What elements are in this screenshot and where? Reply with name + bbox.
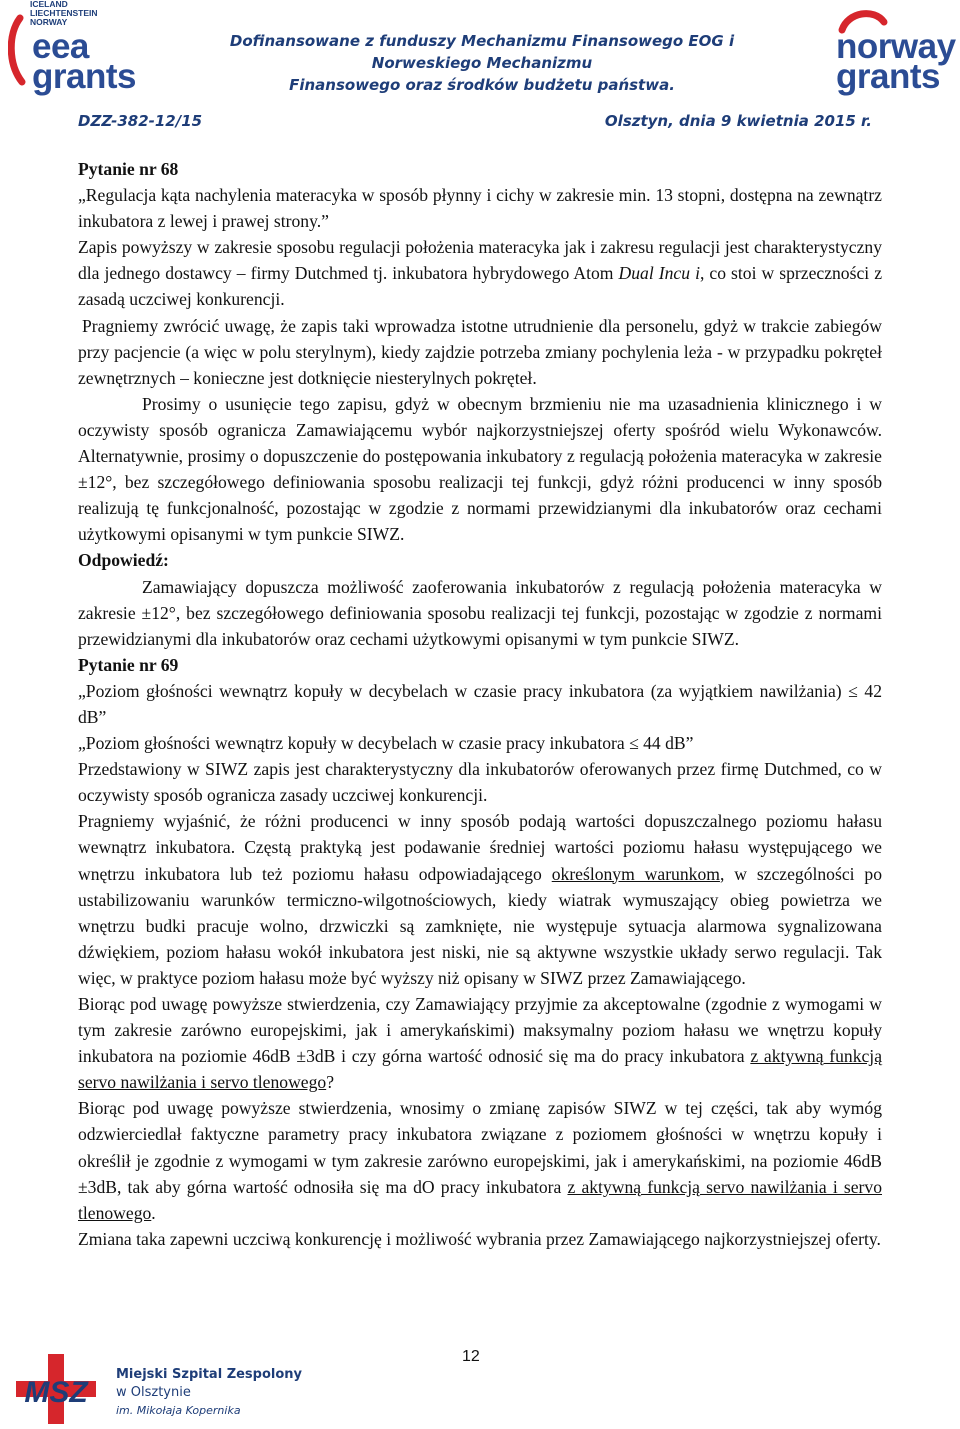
question-69-paragraph-3	[78, 991, 882, 1095]
eea-country-norway: NORWAY	[30, 17, 68, 27]
q69-p2-underlined: określonym warunkom	[551, 863, 720, 884]
norway-grants-word: grants	[836, 57, 940, 96]
question-69-paragraph-5: Zmiana taka zapewni uczciwą konkurencję i możliwość wybrania przez Zamawiającego najkorzystniejszej oferty.	[78, 1228, 881, 1249]
q69-p2-text: Pragniemy wyjaśnić, że różni producenci w inny sposób podają wartości dopuszczalnego poziomu hałasu wewnątrz inkubatora. Częstą praktyką jest podawanie średniej wartości poziomu hałasu występującego we wnętrzu inkubatora lub też poziomu hałasu odpowiadającego	[78, 811, 882, 884]
question-68-paragraph-3: Prosimy o usunięcie tego zapisu, gdyż w obecnym brzmieniu nie ma uzasadnienia klinicznego i w oczywisty sposób ogranicza Zamawiającemu wybór najkorzystniejszej oferty spośród wielu Wykonawców. Alternatywnie, prosimy o dopuszczenie do postępowania inkubatory z regulacją położenia materacyka w zakresie ±12°, bez szczegółowego definiowania sposobu realizacji tej funkcji, gdyż różni producenci w inny sposób realizują tę funkcjonalność, pozostając w zgodzie z normami przewidzianymi dla inkubatorów oraz cechami użytkowymi opisanymi w tym punkcie SIWZ.	[78, 393, 882, 545]
hospital-name-line-2: w Olsztynie	[116, 1385, 191, 1400]
hospital-name	[116, 1366, 302, 1420]
question-69-title: Pytanie nr 69	[78, 654, 179, 675]
question-69-paragraph-4	[78, 1095, 882, 1225]
q69-p3-underlined: z aktywną funkcją servo nawilżania i servo tlenowego	[78, 1046, 882, 1093]
document-body	[78, 156, 882, 1252]
q69-p2-text-end: , w szczególności po ustabilizowaniu warunków termiczno-wilgotnościowych, kiedy wiatrak wymuszający obieg powietrza we wnętrzu budki pracuje wolno, drzwiczki są zamknięte, nie występuje sytuacja alarmowa sygnalizowana dźwiękiem, poziom hałasu wokół inkubatora jest niski, nie są aktywne wszystkie układy serwo regulacji. Tak więc, w praktyce poziom hałasu może być wyższy niż opisany w SIWZ przez Zamawiającego.	[78, 863, 882, 988]
hospital-logo	[10, 1352, 102, 1426]
q68-p2-text-end: , co stoi w sprzeczności z zasadą uczciwej konkurencji.	[78, 263, 883, 310]
norway-word: norway	[836, 27, 956, 66]
funding-line-2: Finansowego oraz środków budżetu państwa.	[289, 76, 675, 94]
question-69-quote-1: „Poziom głośności wewnątrz kopuły w decybelach w czasie pracy inkubatora (za wyjątkiem nawilżania) ≤ 42 dB”	[78, 680, 882, 727]
funding-line-1: Dofinansowane z funduszy Mechanizmu Finansowego EOG i Norweskiego Mechanizmu	[229, 32, 735, 72]
q68-product-name: Dual Incu i	[618, 263, 700, 284]
question-68-quote: „Regulacja kąta nachylenia materacyka w sposób płynny i cichy w zakresie min. 13 stopni, dostępna na zewnątrz inkubatora z lewej i prawej strony.”	[78, 185, 882, 232]
hospital-logo-letters: MSZ	[24, 1376, 88, 1409]
question-68-paragraph-2: Pragniemy zwrócić uwagę, że zapis taki wprowadza istotne utrudnienie dla personelu, gdyż w trakcie zabiegów przy pacjencie (a więc w polu sterylnym), kiedy zajdzie potrzeba zmiany pochylenia leża - w przypadku pokręteł zewnętrznych – konieczne jest dotknięcie niesterylnych pokręteł.	[78, 315, 882, 388]
hospital-name-line-1: Miejski Szpital Zespolony	[116, 1367, 303, 1382]
eea-grants-word: grants	[32, 57, 136, 96]
q69-p3-text: Biorąc pod uwagę powyższe stwierdzenia, czy Zamawiający przyjmie za akceptowalne (zgodnie z wymogami w tym zakresie zarówno europejskimi, jak i amerykańskimi) maksymalny poziom hałasu we wnętrzu kopuły inkubatora na poziomie 46dB ±3dB i czy górna wartość odnosić się ma do pracy inkubatora	[78, 994, 882, 1067]
document-reference: DZZ-382-12/15	[78, 112, 203, 130]
question-69-paragraph-2	[78, 808, 882, 991]
eea-grants-wordmark	[32, 27, 136, 96]
q69-p4-text-end: .	[151, 1202, 156, 1223]
q69-p3-text-end: ?	[326, 1072, 334, 1093]
answer-68-title: Odpowiedź:	[78, 550, 169, 571]
eea-countries	[30, 0, 98, 27]
eea-word: eea	[32, 27, 89, 66]
q68-p2-text: Zapis powyższy w zakresie sposobu regulacji położenia materacyka jak i zakresu regulacji jest charakterystyczny dla jednego dostawcy – firmy Dutchmed tj. inkubatora hybrydowego Atom	[78, 237, 882, 284]
page-number: 12	[462, 1348, 480, 1365]
eea-country-liechtenstein: LIECHTENSTEIN	[30, 8, 98, 18]
question-69-paragraph-1: Przedstawiony w SIWZ zapis jest charakterystyczny dla inkubatorów oferowanych przez firmę Dutchmed, co w oczywisty sposób ogranicza zasady uczciwej konkurencji.	[78, 759, 882, 806]
question-68-title: Pytanie nr 68	[78, 159, 179, 179]
q69-p4-underlined: z aktywną funkcją servo nawilżania i servo tlenowego	[78, 1176, 882, 1223]
answer-68-text: Zamawiający dopuszcza możliwość zaoferowania inkubatorów z regulacją położenia materacyka w zakresie ±12°, bez szczegółowego definiowania sposobu realizacji tej funkcji, pozostając w zgodzie z normami przewidzianymi dla inkubatorów oraz cechami użytkowymi opisanymi w tym punkcie SIWZ.	[78, 576, 882, 649]
eea-country-iceland: ICELAND	[30, 0, 68, 9]
hospital-name-line-3: im. Mikołaja Kopernika	[116, 1404, 241, 1417]
q69-p4-text: Biorąc pod uwagę powyższe stwierdzenia, wnosimy o zmianę zapisów SIWZ w tej części, tak aby wymóg odzwierciedlał faktyczne parametry pracy inkubatora związane z poziomem głośności w wnętrzu kopuły i określił je zgodnie z wymogami w tym zakresie zarówno europejskimi, jak i amerykańskimi, na poziomie 46dB ±3dB, tak aby górna wartość odnosiła się ma dO pracy inkubatora	[78, 1098, 882, 1197]
document-date: Olsztyn, dnia 9 kwietnia 2015 r.	[604, 112, 872, 130]
norway-grants-wordmark	[836, 27, 956, 96]
funding-statement	[182, 30, 782, 96]
question-68-paragraph-1	[78, 234, 882, 312]
question-69-quote-2: „Poziom głośności wewnątrz kopuły w decybelach w czasie pracy inkubatora ≤ 44 dB”	[78, 733, 694, 754]
